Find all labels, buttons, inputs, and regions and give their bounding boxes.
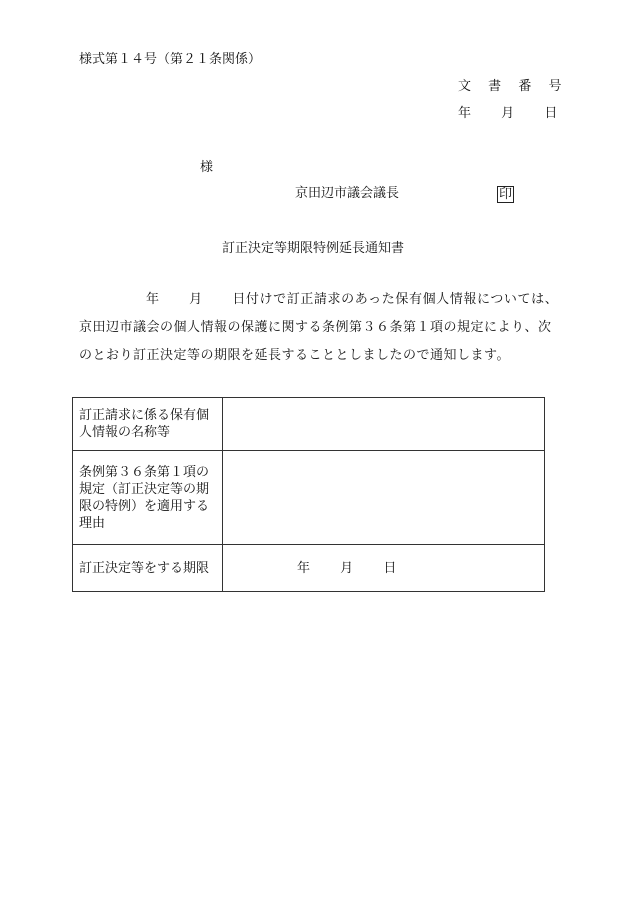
document-number bbox=[458, 79, 561, 95]
sender-name: 京田辺市議会議長 bbox=[295, 186, 400, 201]
table-row bbox=[73, 398, 545, 451]
deadline-day: 日 bbox=[383, 560, 397, 576]
doc-number-char: 番 bbox=[518, 79, 532, 94]
row-value bbox=[223, 451, 545, 545]
body-line-1 bbox=[146, 292, 558, 308]
addressee-suffix: 様 bbox=[200, 160, 214, 175]
row-value bbox=[223, 398, 545, 451]
seal-mark: 印 bbox=[499, 187, 513, 202]
notice-table bbox=[72, 397, 545, 592]
row-label: 訂正請求に係る保有個人情報の名称等 bbox=[73, 398, 223, 451]
form-number: 様式第１４号（第２１条関係） bbox=[79, 52, 262, 67]
body-line-3: のとおり訂正決定等の期限を延長することとしましたので通知します。 bbox=[79, 348, 510, 363]
body-month: 月 bbox=[189, 292, 203, 307]
deadline-year: 年 bbox=[297, 560, 311, 576]
date-day: 日 bbox=[544, 106, 558, 121]
doc-number-char: 号 bbox=[548, 79, 562, 94]
body-line-2: 京田辺市議会の個人情報の保護に関する条例第３６条第１項の規定により、次 bbox=[79, 320, 552, 335]
body-text: 日付けで訂正請求のあった保有個人情報については、 bbox=[232, 292, 559, 307]
deadline-month: 月 bbox=[340, 560, 354, 576]
date-month: 月 bbox=[501, 106, 515, 121]
table-row bbox=[73, 545, 545, 592]
doc-number-char: 文 bbox=[458, 79, 472, 94]
issue-date bbox=[458, 106, 557, 122]
table-row bbox=[73, 451, 545, 545]
body-year: 年 bbox=[146, 292, 160, 307]
deadline-date bbox=[223, 545, 545, 592]
date-year: 年 bbox=[458, 106, 472, 121]
document-title: 訂正決定等期限特例延長通知書 bbox=[222, 241, 405, 256]
row-label: 条例第３６条第１項の規定（訂正決定等の期限の特例）を適用する理由 bbox=[73, 451, 223, 545]
row-label: 訂正決定等をする期限 bbox=[73, 545, 223, 592]
doc-number-char: 書 bbox=[488, 79, 502, 94]
